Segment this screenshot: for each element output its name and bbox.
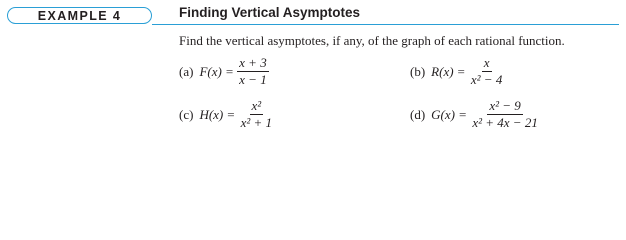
problem-d [410, 99, 540, 130]
fraction [239, 99, 274, 130]
example-badge [7, 7, 152, 24]
problem-label: (b) [410, 63, 426, 79]
numerator: x + 3 [239, 55, 267, 70]
problem-a [179, 56, 269, 87]
problem-label: (a) [179, 63, 194, 79]
numerator: x [483, 55, 490, 70]
problem-c [179, 99, 274, 130]
denominator: x² + 1 [240, 115, 273, 130]
problem-label: (c) [179, 106, 194, 122]
problem-b [410, 56, 504, 87]
fraction [470, 99, 539, 130]
instruction-text: Find the vertical asymptotes, if any, of the graph of each rational function. [179, 33, 565, 48]
equals-sign: = [227, 106, 235, 122]
denominator: x − 1 [239, 72, 267, 87]
function-name: G(x) [431, 106, 455, 122]
function-name: H(x) [199, 106, 224, 122]
header-rule [152, 24, 619, 25]
numerator: x² [251, 98, 262, 113]
equals-sign: = [459, 106, 467, 122]
function-name: F(x) [199, 63, 222, 79]
problem-label: (d) [410, 106, 426, 122]
fraction [237, 56, 269, 87]
example-title: Finding Vertical Asymptotes [179, 5, 361, 20]
example-badge-label: EXAMPLE 4 [37, 8, 122, 23]
function-name: R(x) [431, 63, 454, 79]
numerator: x² − 9 [489, 98, 521, 113]
equals-sign: = [457, 63, 465, 79]
fraction [469, 56, 504, 87]
equals-sign: = [225, 63, 234, 79]
denominator: x² − 4 [470, 72, 503, 87]
denominator: x² + 4x − 21 [472, 115, 538, 130]
